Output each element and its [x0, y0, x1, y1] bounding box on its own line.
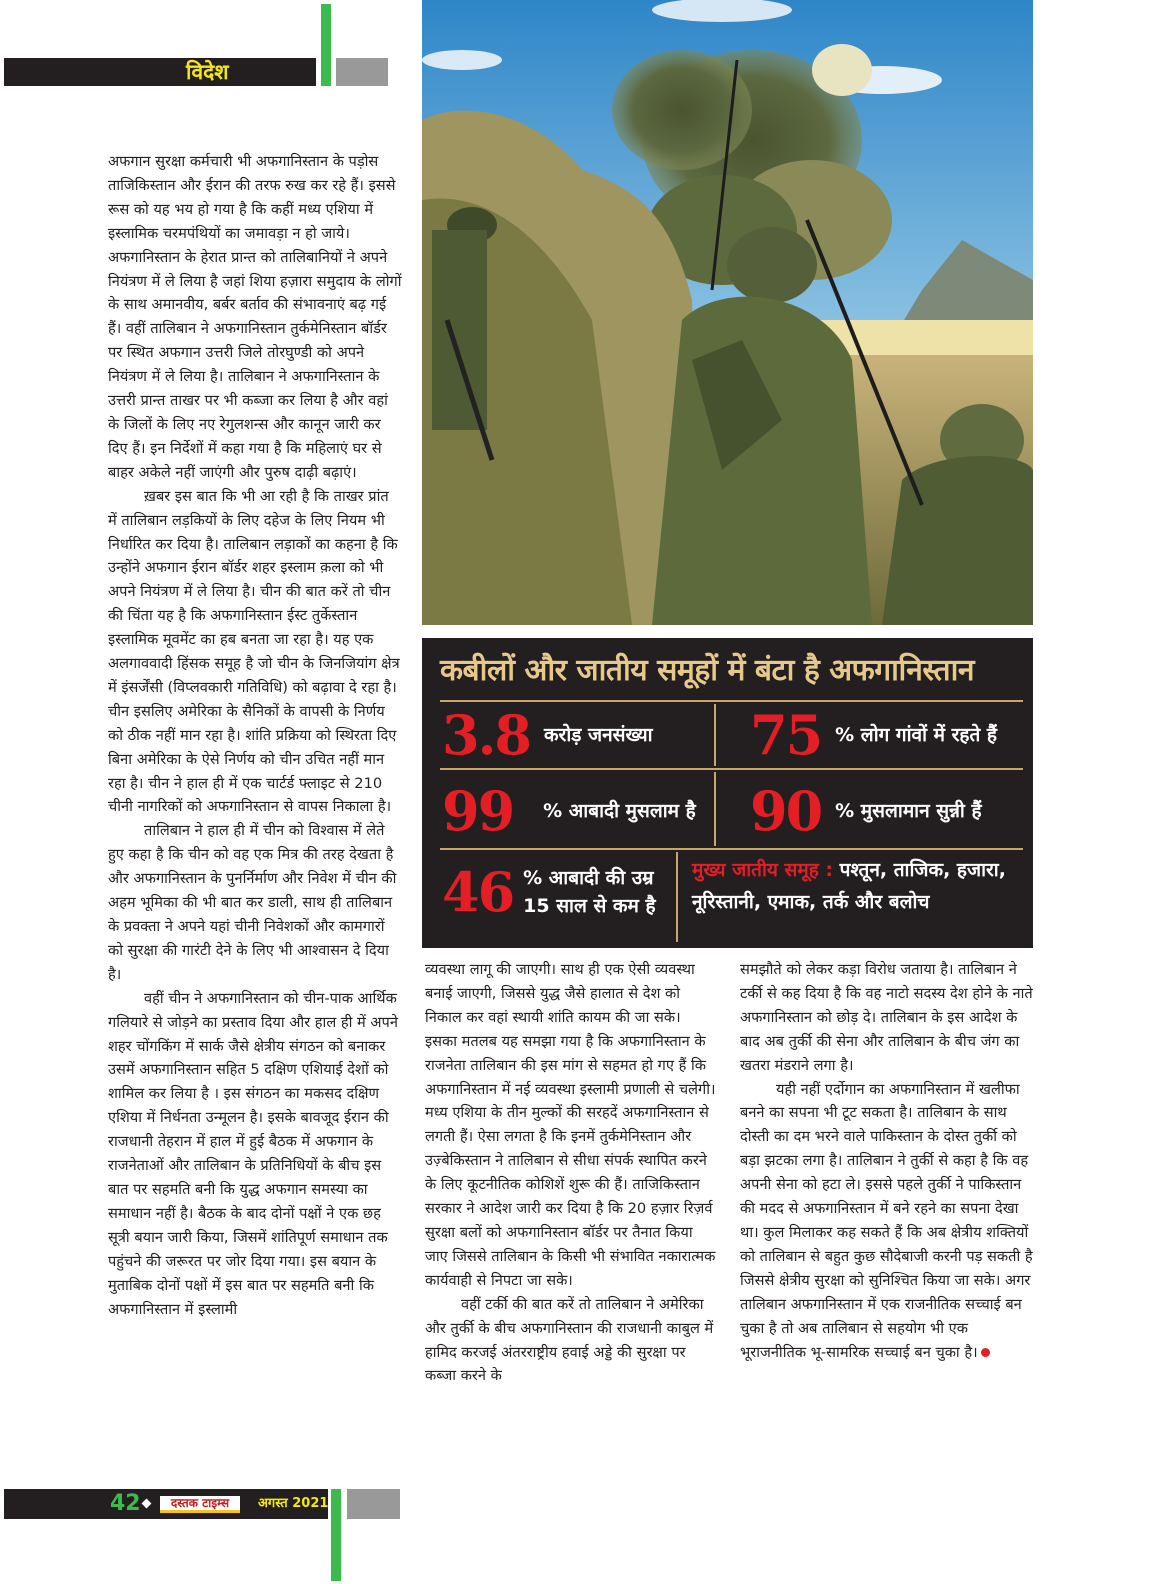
header-green-tab [321, 4, 331, 86]
stat-label-line: 15 साल से कम है [523, 895, 656, 917]
footer-green-tab [331, 1489, 341, 1581]
stat-label: करोड़ जनसंख्या [543, 724, 653, 746]
ethnic-groups-heading: मुख्य जातीय समूह : [692, 859, 834, 881]
paragraph: वहीं टर्की की बात करें तो तालिबान ने अमेरिका और तुर्की के बीच अफगानिस्तान की राजधानी काबुल में हामिद करजई अंतरराष्ट्रीय हवाई अड्डे की सुरक्षा पर कब्जा करने के [425, 1295, 714, 1385]
section-header-bar [4, 58, 316, 86]
footer-grey-tab [347, 1489, 400, 1519]
end-of-article-dot-icon [981, 1348, 990, 1357]
stat-label: % मुसलामान सुन्नी हैं [835, 800, 982, 822]
ethnic-groups-list: पश्तून, ताजिक, हजारा, नूरिस्तानी, एमाक, तर्क और बलोच [692, 859, 1006, 913]
facts-infobox [422, 638, 1033, 948]
article-column-2 [425, 958, 717, 1388]
paragraph: तालिबान ने हाल ही में चीन को विश्वास में लेते हुए कहा है कि चीन को वह एक मित्र की तरह देखता है और अफगानिस्तान के पुनर्निर्माण और निवेश में चीन की अहम भूमिका की भी बात कर डाली, साथ ही तालिबान के प्रवक्ता ने अपने यहां चीनी निवेशकों और कामगारों को सुरक्षा की गारंटी देने के लिए भी आश्वासन दे दिया है। [108, 822, 397, 983]
article-column-1 [108, 150, 402, 1321]
stat-label: % लोग गांवों में रहते हैं [835, 724, 998, 746]
infobox-title: कबीलों और जातीय समूहों में बंटा है अफगानिस्तान [440, 653, 975, 688]
stat-label [523, 864, 655, 920]
paragraph: अफगान सुरक्षा कर्मचारी भी अफगानिस्तान के पड़ोस ताजिकिस्तान और ईरान की तरफ रुख कर रहे हैं। इससे रूस को यह भय हो गया है कि कहीं मध्य एशिया में इस्लामिक चरमपंथियों का जमावड़ा न हो जाये। अफगानिस्तान के हेरात प्रान्त को तालिबानियों ने अपने नियंत्रण में ले लिया है जहां शिया हज़ारा समुदाय के लोगों के साथ अमानवीय, बर्बर बर्ताव की संभावनाएं बढ़ गई हैं। वहीं तालिबान ने अफगानिस्तान तुर्कमेनिस्तान बॉर्डर पर स्थित अफगान उत्तरी जिले तोरघुण्डी को अपने नियंत्रण में ले लिया है। तालिबान ने अफगानिस्तान के उत्तरी प्रान्त ताखर पर भी कब्जा कर लिया है और वहां के जिलों के लिए नए रेगुलशन्स और कानून जारी कर दिए हैं। इन निर्देशों में कहा गया है कि महिलाएं घर से बाहर अकेले नहीं जाएंगी और पुरुष दाढ़ी बढ़ाएं। [108, 153, 402, 481]
section-label: विदेश [186, 60, 229, 84]
stat-value: 3.8 [442, 703, 530, 767]
infobox-divider [440, 700, 1023, 702]
stat-value: 75 [750, 703, 822, 767]
publication-name: दस्तक टाइम्स [170, 1496, 230, 1510]
stat-value: 99 [442, 779, 514, 843]
header-grey-tab [336, 58, 388, 86]
paragraph: व्यवस्था लागू की जाएगी। साथ ही एक ऐसी व्यवस्था बनाई जाएगी, जिससे युद्ध जैसे हालात से देश को निकाल कर वहां स्थायी शांति कायम की जा सके। इसका मतलब यह समझा गया है कि अफगानिस्तान के राजनेता तालिबान की इस मांग से सहमत हो गए हैं कि अफगानिस्तान में नई व्यवस्था इस्लामी प्रणाली से चलेगी। मध्य एशिया के तीन मुल्कों की सरहदें अफगानिस्तान से लगती हैं। ऐसा लगता है कि इनमें तुर्कमेनिस्तान और उज़्बेकिस्तान ने तालिबान से सीधा संपर्क स्थापित करने के लिए कूटनीतिक कोशिशें शुरू की हैं। ताजिकिस्तान सरकार ने आदेश जारी कर दिया है कि 20 हज़ार रिज़र्व सुरक्षा बलों को अफगानिस्तान बॉर्डर पर तैनात किया जाए जिससे तालिबान के किसी भी संभावित नकारात्मक कार्यवाही से निपटा जा सके। [425, 961, 716, 1289]
paragraph-text: यही नहीं एर्दोगान का अफगानिस्तान में खलीफा बनने का सपना भी टूट सकता है। तालिबान के साथ दोस्ती का दम भरने वाले पाकिस्तान के दोस्त तुर्की को बड़ा झटका लगा है। तालिबान ने तुर्की से कहा है कि वह अपनी सेना को हटा ले। इससे पहले तुर्की ने पाकिस्तान की मदद से अफगानिस्तान में बने रहने का सपना देखा था। कुल मिलाकर कह सकते हैं कि अब क्षेत्रीय शक्तियों को तालिबान से बहुत कुछ सौदेबाजी करनी पड़ सकती है जिससे क्षेत्रीय सुरक्षा को सुनिश्चित किया जा सके। अगर तालिबान अफगानिस्तान में एक राजनीतिक सच्चाई बन चुका है तो अब तालिबान से सहयोग भी एक भूराजनीतिक भू-सामरिक सच्चाई बन चुका है। [740, 1080, 1033, 1361]
stat-value: 46 [442, 860, 514, 924]
publication-logo [160, 1496, 240, 1513]
stat-under-15 [442, 860, 656, 924]
paragraph: वहीं चीन ने अफगानिस्तान को चीन-पाक आर्थिक गलियारे से जोड़ने का प्रस्ताव दिया और हाल ही में अपने शहर चोंगकिंग में सार्क जैसे क्षेत्रीय संगठन को बनाकर उसमें अफगानिस्तान सहित 5 दक्षिण एशियाई देशों को शामिल कर लिया है । इस संगठन का मकसद दक्षिण एशिया में निर्धनता उन्मूलन है। इसके बावजूद ईरान की राजधानी तेहरान में हाल में हुई बैठक में अफगान के राजनेताओं और तालिबान के प्रतिनिधियों के बीच इस बात पर सहमति बनी कि युद्ध अफगान समस्या का समाधान नहीं है। बैठक के बाद दोनों पक्षों ने एक छह सूत्री बयान जारी किया, जिसमें शांतिपूर्ण समाधान तक पहुंचने की जरूरत पर जोर दिया गया। इस बयान के मुताबिक दोनों पक्षों में इस बात पर सहमति बनी कि अफगानिस्तान में इस्लामी [108, 989, 398, 1318]
infobox-divider [440, 768, 1023, 770]
stat-muslim [442, 779, 696, 843]
infobox-divider [440, 848, 1023, 850]
stat-rural [750, 703, 998, 767]
stat-sunni [750, 779, 982, 843]
paragraph: ख़बर इस बात कि भी आ रही है कि ताखर प्रांत में तालिबान लड़कियों के लिए दहेज के लिए नियम भी निर्धारित कर दिया है। तालिबान लड़ाकों का कहना है कि उन्होंने अफगान ईरान बॉर्डर शहर इस्लाम क़ला को भी अपने नियंत्रण में ले लिया है। चीन की बात करें तो चीन की चिंता यह है कि अफगानिस्तान ईस्ट तुर्केस्तान इस्लामिक मूवमेंट का हब बनता जा रहा है। यह एक अलगाववादी हिंसक समूह है जो चीन के जिनजियांग क्षेत्र में इंसर्जेंसी (विप्लवकारी गतिविधि) को बढ़ावा दे रहा है। चीन इसलिए अमेरिका के सैनिकों के वापसी के निर्णय को ठीक नहीं मान रहा है। शांति प्रक्रिया को स्थिरता दिए बिना अमेरिका के ऐसे निर्णय को चीन उचित नहीं मान रहा है। चीन ने हाल ही में एक चार्टर्ड फ्लाइट से 210 चीनी नागरिकों को अफगानिस्तान से वापस निकाला है। [108, 487, 400, 816]
issue-date: अगस्त 2021 [258, 1496, 329, 1511]
stat-value: 90 [750, 779, 822, 843]
photo-soldiers-explosion-icon [422, 0, 1033, 625]
paragraph [740, 1078, 1036, 1365]
infobox-divider [714, 704, 716, 766]
infobox-divider [676, 852, 678, 942]
ethnic-groups [692, 854, 1022, 918]
stat-label: % आबादी मुसलाम है [543, 800, 696, 822]
stat-label-line: % आबादी की उम्र [523, 867, 654, 889]
article-photo [422, 0, 1033, 625]
stat-population [442, 703, 653, 767]
article-column-3 [740, 958, 1036, 1364]
page-number: 42 [110, 1491, 141, 1516]
paragraph: समझौते को लेकर कड़ा विरोध जताया है। तालिबान ने टर्की से कह दिया है कि वह नाटो सदस्य देश होने के नाते अफगानिस्तान को छोड़ दे। तालिबान के इस आदेश के बाद अब तुर्की की सेना और तालिबान के बीच जंग का खतरा मंडराने लगा है। [740, 961, 1033, 1074]
infobox-divider [714, 772, 716, 846]
